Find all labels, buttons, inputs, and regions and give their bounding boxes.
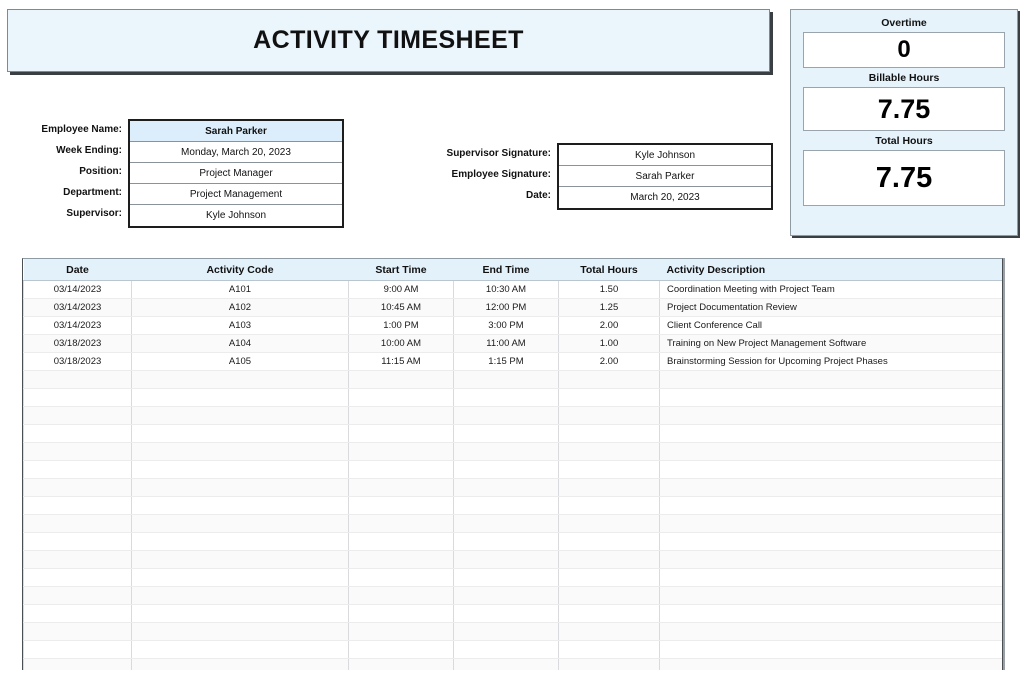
signature-info-block	[440, 143, 773, 210]
supervisor-signature-label: Supervisor Signature:	[446, 148, 551, 159]
cell-description[interactable]	[660, 389, 1003, 407]
cell-date[interactable]	[24, 569, 132, 587]
department-field[interactable]: Project Management	[130, 184, 342, 205]
cell-activity-code[interactable]	[132, 425, 349, 443]
cell-description[interactable]: Training on New Project Management Software	[660, 335, 1003, 353]
cell-start-time[interactable]: 1:00 PM	[349, 317, 454, 335]
employee-info-labels	[22, 119, 128, 224]
cell-date[interactable]	[24, 623, 132, 641]
department-label: Department:	[63, 187, 122, 198]
total-hours-label: Total Hours	[875, 135, 933, 147]
cell-start-time[interactable]	[349, 533, 454, 551]
hours-summary-panel	[790, 9, 1018, 236]
cell-activity-code[interactable]	[132, 641, 349, 659]
table-row[interactable]	[24, 479, 1003, 497]
cell-description[interactable]	[660, 371, 1003, 389]
cell-start-time[interactable]	[349, 551, 454, 569]
employee-name-label: Employee Name:	[41, 124, 122, 135]
cell-total-hours[interactable]	[559, 389, 660, 407]
cell-activity-code[interactable]	[132, 533, 349, 551]
cell-end-time[interactable]	[454, 443, 559, 461]
cell-start-time[interactable]: 10:45 AM	[349, 299, 454, 317]
cell-start-time[interactable]	[349, 389, 454, 407]
cell-description[interactable]	[660, 515, 1003, 533]
column-header-start-time[interactable]: Start Time	[349, 259, 454, 281]
cell-description[interactable]: Brainstorming Session for Upcoming Project Phases	[660, 353, 1003, 371]
cell-end-time[interactable]	[454, 659, 559, 671]
cell-start-time[interactable]: 9:00 AM	[349, 281, 454, 299]
cell-date[interactable]	[24, 605, 132, 623]
cell-total-hours[interactable]	[559, 659, 660, 671]
cell-total-hours[interactable]	[559, 497, 660, 515]
position-label: Position:	[79, 166, 122, 177]
overtime-label: Overtime	[881, 17, 927, 29]
cell-end-time[interactable]: 10:30 AM	[454, 281, 559, 299]
cell-date[interactable]: 03/14/2023	[24, 317, 132, 335]
activity-grid	[23, 259, 1003, 670]
activity-table	[22, 258, 1003, 670]
cell-date[interactable]: 03/14/2023	[24, 281, 132, 299]
cell-activity-code[interactable]: A101	[132, 281, 349, 299]
cell-activity-code[interactable]	[132, 389, 349, 407]
table-row[interactable]	[24, 497, 1003, 515]
cell-description[interactable]	[660, 641, 1003, 659]
total-hours-value-box[interactable]	[803, 150, 1005, 206]
cell-description[interactable]	[660, 497, 1003, 515]
table-row[interactable]	[24, 623, 1003, 641]
cell-activity-code[interactable]: A104	[132, 335, 349, 353]
table-row[interactable]	[24, 317, 1003, 335]
cell-activity-code[interactable]	[132, 497, 349, 515]
cell-total-hours[interactable]	[559, 407, 660, 425]
billable-hours-value: 7.75	[877, 93, 931, 124]
cell-date[interactable]: 03/14/2023	[24, 299, 132, 317]
cell-end-time[interactable]	[454, 497, 559, 515]
table-row[interactable]	[24, 371, 1003, 389]
cell-total-hours[interactable]	[559, 623, 660, 641]
billable-hours-value-box[interactable]	[803, 87, 1005, 131]
overtime-value: 0	[897, 36, 911, 63]
cell-activity-code[interactable]	[132, 605, 349, 623]
cell-start-time[interactable]	[349, 407, 454, 425]
table-row[interactable]	[24, 551, 1003, 569]
cell-description[interactable]: Client Conference Call	[660, 317, 1003, 335]
cell-description[interactable]: Project Documentation Review	[660, 299, 1003, 317]
cell-date[interactable]	[24, 425, 132, 443]
table-row[interactable]	[24, 533, 1003, 551]
cell-date[interactable]	[24, 497, 132, 515]
cell-end-time[interactable]	[454, 551, 559, 569]
cell-date[interactable]	[24, 641, 132, 659]
cell-description[interactable]	[660, 659, 1003, 671]
signature-date-field[interactable]: March 20, 2023	[630, 192, 700, 203]
activity-table-body	[24, 281, 1003, 671]
signature-info-labels	[440, 143, 557, 206]
cell-description[interactable]	[660, 605, 1003, 623]
cell-total-hours[interactable]	[559, 515, 660, 533]
cell-date[interactable]	[24, 407, 132, 425]
employee-info-block	[22, 119, 344, 228]
cell-activity-code[interactable]	[132, 587, 349, 605]
cell-date[interactable]	[24, 389, 132, 407]
employee-info-values	[128, 119, 344, 228]
cell-start-time[interactable]	[349, 641, 454, 659]
supervisor-signature-field[interactable]: Kyle Johnson	[559, 145, 771, 166]
cell-end-time[interactable]	[454, 533, 559, 551]
table-row[interactable]	[24, 443, 1003, 461]
table-row[interactable]	[24, 425, 1003, 443]
column-header-end-time[interactable]: End Time	[454, 259, 559, 281]
cell-date[interactable]: 03/18/2023	[24, 335, 132, 353]
table-row[interactable]	[24, 389, 1003, 407]
cell-description[interactable]	[660, 587, 1003, 605]
cell-start-time[interactable]	[349, 659, 454, 671]
cell-start-time[interactable]: 10:00 AM	[349, 335, 454, 353]
employee-name-field[interactable]: Sarah Parker	[130, 121, 342, 142]
cell-start-time[interactable]	[349, 443, 454, 461]
employee-signature-label: Employee Signature:	[451, 169, 551, 180]
week-ending-field[interactable]: Monday, March 20, 2023	[130, 142, 342, 163]
cell-end-time[interactable]	[454, 371, 559, 389]
cell-total-hours[interactable]	[559, 425, 660, 443]
cell-end-time[interactable]: 11:00 AM	[454, 335, 559, 353]
cell-activity-code[interactable]	[132, 371, 349, 389]
cell-start-time[interactable]	[349, 605, 454, 623]
cell-activity-code[interactable]	[132, 407, 349, 425]
cell-total-hours[interactable]	[559, 533, 660, 551]
cell-end-time[interactable]: 12:00 PM	[454, 299, 559, 317]
cell-activity-code[interactable]: A103	[132, 317, 349, 335]
position-field[interactable]: Project Manager	[130, 163, 342, 184]
cell-activity-code[interactable]: A102	[132, 299, 349, 317]
cell-description[interactable]	[660, 533, 1003, 551]
cell-start-time[interactable]	[349, 497, 454, 515]
page-title: ACTIVITY TIMESHEET	[253, 26, 524, 54]
cell-total-hours[interactable]: 1.50	[559, 281, 660, 299]
cell-end-time[interactable]	[454, 623, 559, 641]
cell-end-time[interactable]	[454, 587, 559, 605]
table-row[interactable]	[24, 641, 1003, 659]
cell-date[interactable]	[24, 479, 132, 497]
cell-end-time[interactable]	[454, 569, 559, 587]
cell-total-hours[interactable]: 2.00	[559, 353, 660, 371]
cell-end-time[interactable]	[454, 389, 559, 407]
column-header-total-hours[interactable]: Total Hours	[559, 259, 660, 281]
cell-total-hours[interactable]	[559, 605, 660, 623]
cell-end-time[interactable]	[454, 407, 559, 425]
cell-total-hours[interactable]: 1.00	[559, 335, 660, 353]
cell-description[interactable]	[660, 425, 1003, 443]
cell-activity-code[interactable]	[132, 515, 349, 533]
cell-date[interactable]	[24, 371, 132, 389]
cell-date[interactable]	[24, 533, 132, 551]
cell-description[interactable]	[660, 569, 1003, 587]
supervisor-field[interactable]: Kyle Johnson	[205, 210, 267, 221]
cell-total-hours[interactable]	[559, 551, 660, 569]
cell-total-hours[interactable]	[559, 371, 660, 389]
cell-total-hours[interactable]: 2.00	[559, 317, 660, 335]
cell-total-hours[interactable]	[559, 479, 660, 497]
cell-start-time[interactable]: 11:15 AM	[349, 353, 454, 371]
cell-end-time[interactable]	[454, 461, 559, 479]
cell-start-time[interactable]	[349, 479, 454, 497]
cell-date[interactable]: 03/18/2023	[24, 353, 132, 371]
cell-activity-code[interactable]	[132, 551, 349, 569]
table-row[interactable]	[24, 659, 1003, 671]
cell-end-time[interactable]	[454, 641, 559, 659]
cell-end-time[interactable]	[454, 479, 559, 497]
cell-end-time[interactable]	[454, 425, 559, 443]
cell-activity-code[interactable]	[132, 443, 349, 461]
document-title-banner	[7, 9, 770, 72]
cell-end-time[interactable]: 3:00 PM	[454, 317, 559, 335]
cell-description[interactable]	[660, 461, 1003, 479]
cell-description[interactable]	[660, 479, 1003, 497]
cell-start-time[interactable]	[349, 587, 454, 605]
cell-total-hours[interactable]	[559, 569, 660, 587]
column-header-date[interactable]: Date	[24, 259, 132, 281]
cell-start-time[interactable]	[349, 371, 454, 389]
column-header-activity-description[interactable]: Activity Description	[660, 259, 1003, 281]
cell-description[interactable]	[660, 407, 1003, 425]
cell-activity-code[interactable]	[132, 623, 349, 641]
column-header-activity-code[interactable]: Activity Code	[132, 259, 349, 281]
cell-description[interactable]	[660, 551, 1003, 569]
table-row[interactable]	[24, 407, 1003, 425]
cell-activity-code[interactable]: A105	[132, 353, 349, 371]
cell-total-hours[interactable]	[559, 587, 660, 605]
cell-end-time[interactable]	[454, 605, 559, 623]
table-row[interactable]	[24, 353, 1003, 371]
table-row[interactable]	[24, 515, 1003, 533]
cell-date[interactable]	[24, 659, 132, 671]
cell-date[interactable]	[24, 515, 132, 533]
cell-start-time[interactable]	[349, 461, 454, 479]
table-row[interactable]	[24, 605, 1003, 623]
cell-date[interactable]	[24, 461, 132, 479]
cell-description[interactable]	[660, 623, 1003, 641]
cell-end-time[interactable]	[454, 515, 559, 533]
table-row[interactable]	[24, 569, 1003, 587]
billable-hours-label: Billable Hours	[868, 72, 940, 84]
cell-description[interactable]	[660, 443, 1003, 461]
cell-start-time[interactable]	[349, 569, 454, 587]
week-ending-label: Week Ending:	[56, 145, 122, 156]
cell-total-hours[interactable]	[559, 641, 660, 659]
cell-date[interactable]	[24, 551, 132, 569]
table-header-row	[24, 259, 1003, 281]
employee-signature-field[interactable]: Sarah Parker	[559, 166, 771, 187]
cell-total-hours[interactable]	[559, 443, 660, 461]
cell-end-time[interactable]: 1:15 PM	[454, 353, 559, 371]
cell-description[interactable]: Coordination Meeting with Project Team	[660, 281, 1003, 299]
cell-start-time[interactable]	[349, 623, 454, 641]
table-row[interactable]	[24, 299, 1003, 317]
cell-start-time[interactable]	[349, 515, 454, 533]
table-row[interactable]	[24, 587, 1003, 605]
table-row[interactable]	[24, 281, 1003, 299]
signature-date-label: Date:	[525, 190, 551, 201]
table-row[interactable]	[24, 335, 1003, 353]
cell-activity-code[interactable]	[132, 461, 349, 479]
cell-activity-code[interactable]	[132, 659, 349, 671]
cell-activity-code[interactable]	[132, 569, 349, 587]
cell-date[interactable]	[24, 587, 132, 605]
total-hours-value: 7.75	[875, 161, 933, 194]
cell-total-hours[interactable]	[559, 461, 660, 479]
table-row[interactable]	[24, 461, 1003, 479]
cell-start-time[interactable]	[349, 425, 454, 443]
cell-date[interactable]	[24, 443, 132, 461]
cell-activity-code[interactable]	[132, 479, 349, 497]
overtime-value-box[interactable]	[803, 32, 1005, 68]
supervisor-label: Supervisor:	[66, 208, 122, 219]
signature-info-values	[557, 143, 773, 210]
cell-total-hours[interactable]: 1.25	[559, 299, 660, 317]
